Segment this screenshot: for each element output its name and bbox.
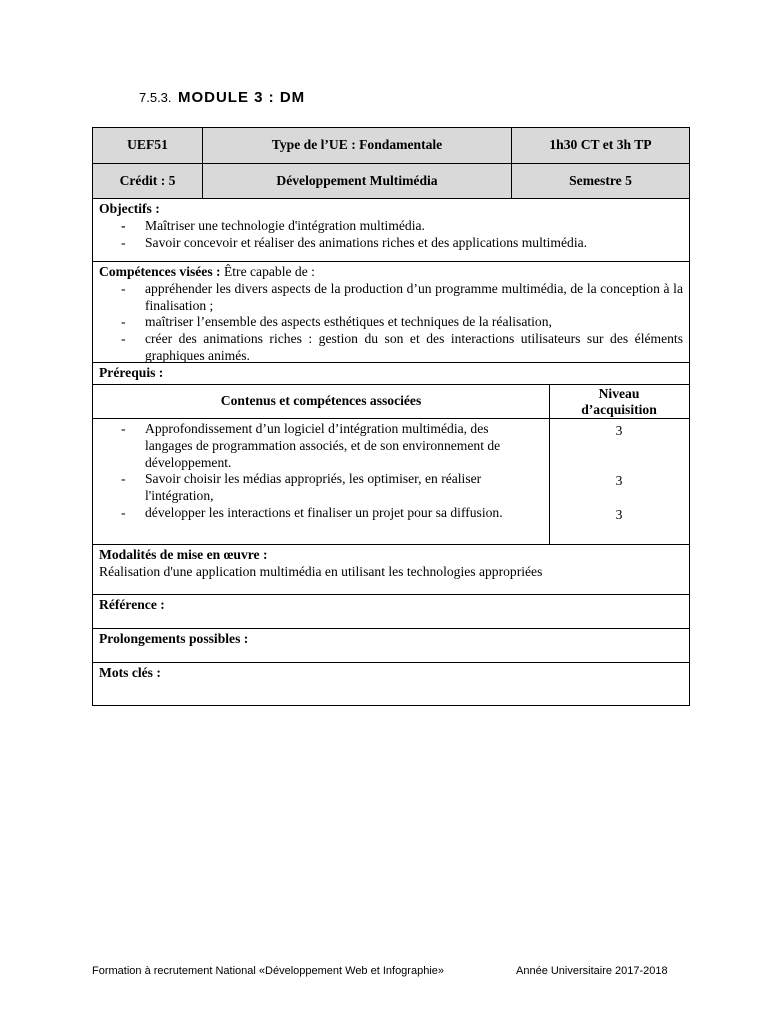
hours-cell: 1h30 CT et 3h TP [549,137,652,153]
modalites-text: Réalisation d'une application multimédia en utilisant les technologies appropriées [99,563,543,579]
contents-list [99,421,539,522]
contents-column-header: Contenus et compétences associées [220,393,422,409]
list-item: - maîtriser l’ensemble des aspects esthétiques et techniques de la réalisation, [121,314,552,330]
section-heading [139,89,305,107]
list-item: - Maîtriser une technologie d'intégration multimédia. [121,217,425,233]
list-item: - Approfondissement d’un logiciel d’intégration multimédia, des langages de programmation associés, et de son environnement de développement. [121,421,501,470]
objectifs-label: Objectifs : [99,201,160,216]
objectifs-list [99,218,683,252]
mots-cles-section [93,663,689,705]
prerequis-label: Prérequis : [99,365,164,380]
level-value: 3 [615,507,623,522]
level-value: 3 [615,423,623,438]
credit-cell: Crédit : 5 [93,164,203,198]
section-number: 7.5.3. [139,90,172,105]
modalites-section [93,545,689,595]
ue-type-cell: Type de l’UE : Fondamentale [203,128,512,163]
objectifs-section [93,199,689,262]
list-item: - appréhender les divers aspects de la production d’un programme multimédia, de la conception à la finalisation ; [121,280,683,313]
footer-left: Formation à recrutement National «Développement Web et Infographie» [92,965,444,977]
level-value: 3 [615,473,623,488]
competences-list [99,281,683,365]
section-title: MODULE 3 : DM [177,89,306,106]
reference-label: Référence : [99,597,165,612]
footer-right: Année Universitaire 2017-2018 [516,965,668,977]
prerequis-section [93,363,689,385]
course-name-cell: Développement Multimédia [203,164,512,198]
competences-label: Compétences visées : [99,264,221,279]
list-item: - développer les interactions et finaliser un projet pour sa diffusion. [121,504,503,520]
ue-code-cell: UEF51 [93,128,203,163]
modalites-label: Modalités de mise en œuvre : [99,547,268,562]
list-item: - créer des animations riches : gestion du son et des interactions utilisateurs sur des éléments graphiques animés. [121,331,683,363]
contents-header-row [93,385,689,419]
competences-section [93,262,689,363]
semester-cell: Semestre 5 [569,172,632,188]
mots-cles-label: Mots clés : [99,665,161,680]
module-table [92,127,690,706]
list-item: - Savoir choisir les médias appropriés, les optimiser, en réaliser l'intégration, [121,471,482,504]
competences-intro: Être capable de : [220,264,315,279]
prolongements-section [93,629,689,663]
prolongements-label: Prolongements possibles : [99,631,249,646]
header-row-1 [93,128,689,164]
level-column-header: Niveau d’acquisition [581,385,657,417]
list-item: - Savoir concevoir et réaliser des animations riches et des applications multimédia. [121,234,588,250]
header-row-2 [93,164,689,199]
contents-body-row [93,419,689,545]
reference-section [93,595,689,629]
